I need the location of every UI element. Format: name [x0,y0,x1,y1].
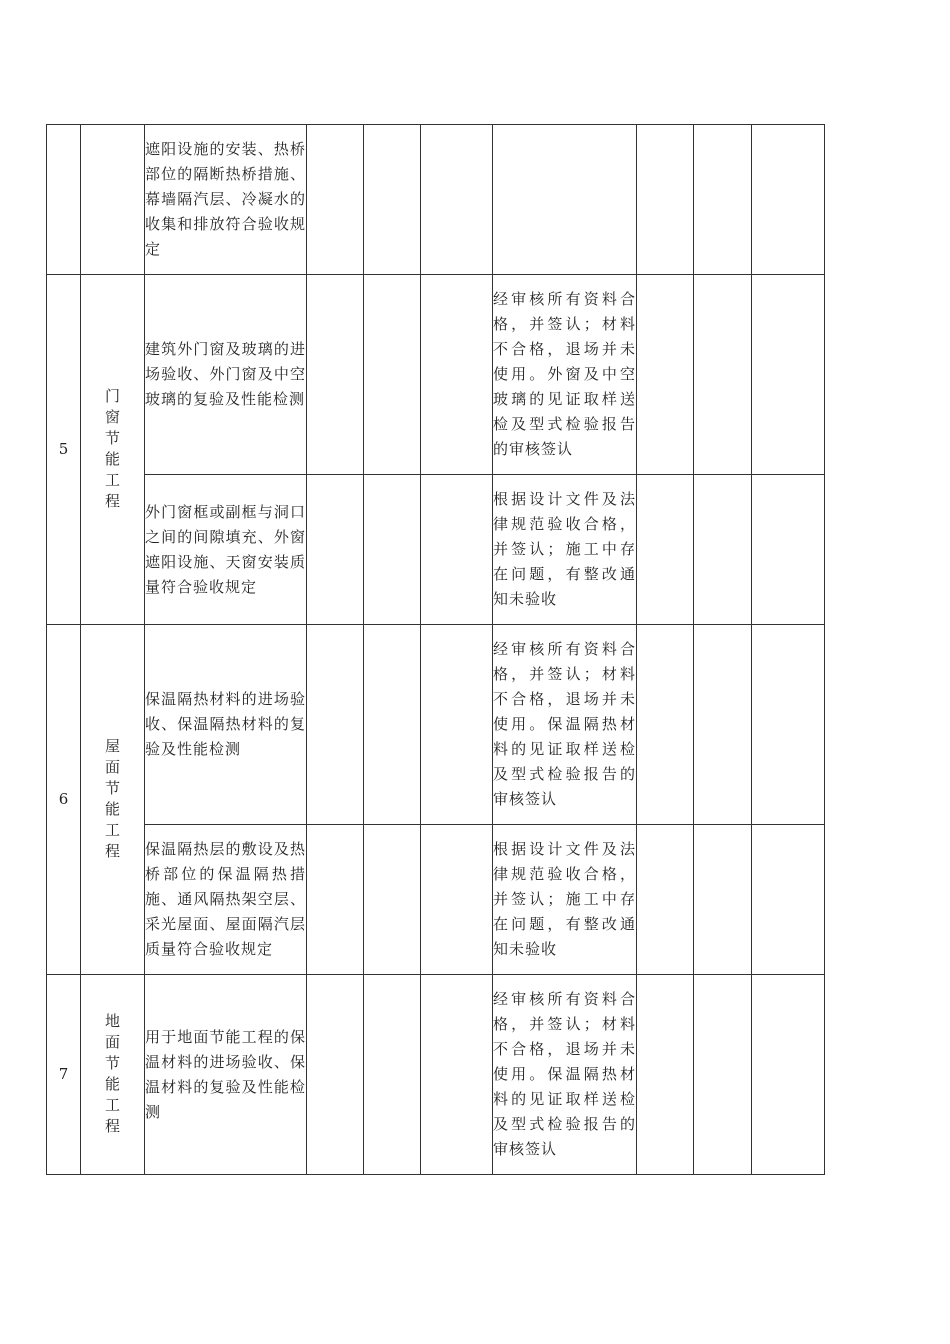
empty-cell [307,825,364,975]
description-cell: 遮阳设施的安装、热桥部位的隔断热桥措施、幕墙隔汽层、冷凝水的收集和排放符合验收规定 [145,125,307,275]
empty-cell [307,475,364,625]
empty-cell [364,625,421,825]
note-cell: 经审核所有资料合格，并签认；材料不合格，退场并未使用。外窗及中空玻璃的见证取样送检及型式检验报告的审核签认 [493,275,637,475]
description-cell: 外门窗框或副框与洞口之间的间隙填充、外窗遮阳设施、天窗安装质量符合验收规定 [145,475,307,625]
empty-cell [364,975,421,1175]
empty-cell [421,825,493,975]
empty-cell [752,125,825,275]
note-cell: 根据设计文件及法律规范验收合格，并签认；施工中存在问题，有整改通知未验收 [493,825,637,975]
category-cell: 屋面节能工程 [81,625,145,975]
note-cell: 经审核所有资料合格，并签认；材料不合格，退场并未使用。保温隔热材料的见证取样送检及型式检验报告的审核签认 [493,975,637,1175]
row-number: 7 [47,975,81,1175]
empty-cell [421,975,493,1175]
empty-cell [364,125,421,275]
empty-cell [364,275,421,475]
empty-cell [694,625,752,825]
row-number: 5 [47,275,81,625]
empty-cell [694,975,752,1175]
empty-cell [752,825,825,975]
description-cell: 建筑外门窗及玻璃的进场验收、外门窗及中空玻璃的复验及性能检测 [145,275,307,475]
description-cell: 保温隔热材料的进场验收、保温隔热材料的复验及性能检测 [145,625,307,825]
empty-cell [364,825,421,975]
empty-cell [637,125,694,275]
note-cell: 经审核所有资料合格，并签认；材料不合格，退场并未使用。保温隔热材料的见证取样送检及型式检验报告的审核签认 [493,625,637,825]
category-cell: 门窗节能工程 [81,275,145,625]
empty-cell [421,625,493,825]
description-cell: 用于地面节能工程的保温材料的进场验收、保温材料的复验及性能检测 [145,975,307,1175]
empty-cell [307,975,364,1175]
empty-cell [637,975,694,1175]
category-cell [81,125,145,275]
empty-cell [307,275,364,475]
empty-cell [421,275,493,475]
empty-cell [752,275,825,475]
empty-cell [421,475,493,625]
empty-cell [694,825,752,975]
empty-cell [752,975,825,1175]
empty-cell [752,475,825,625]
empty-cell [637,625,694,825]
row-number [47,125,81,275]
empty-cell [694,475,752,625]
empty-cell [307,125,364,275]
empty-cell [694,125,752,275]
note-cell: 根据设计文件及法律规范验收合格，并签认；施工中存在问题，有整改通知未验收 [493,475,637,625]
description-cell: 保温隔热层的敷设及热桥部位的保温隔热措施、通风隔热架空层、采光屋面、屋面隔汽层质量符合验收规定 [145,825,307,975]
empty-cell [752,625,825,825]
row-number: 6 [47,625,81,975]
empty-cell [637,275,694,475]
empty-cell [421,125,493,275]
table-row [47,975,825,1175]
empty-cell [637,825,694,975]
table-row [47,275,825,475]
table-row [47,825,825,975]
empty-cell [694,275,752,475]
note-cell [493,125,637,275]
empty-cell [637,475,694,625]
acceptance-table [46,124,825,1175]
table-row [47,625,825,825]
empty-cell [307,625,364,825]
table-row [47,475,825,625]
category-cell: 地面节能工程 [81,975,145,1175]
empty-cell [364,475,421,625]
table-row [47,125,825,275]
